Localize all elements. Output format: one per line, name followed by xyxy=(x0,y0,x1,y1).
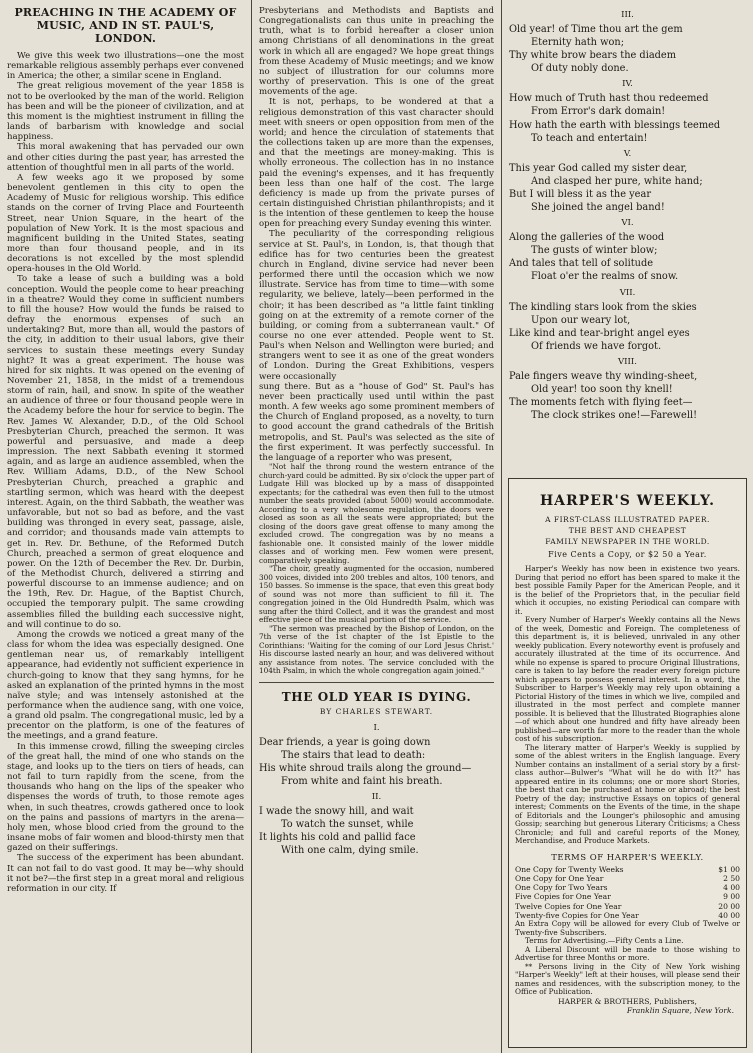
article-body-col2 xyxy=(259,6,494,676)
term-amount: 2 50 xyxy=(723,873,740,883)
stanza-number: V. xyxy=(623,148,632,159)
paragraph: To take a lease of such a building was a bold conception. Would the people come to hear preaching in a theatre? Would they come in sufficient numbers to fill the house? How would the funds be raised to defray the enormous expenses of such an undertaking? But, more than all, would the pastors of the city, in addition to their usual labors, give their services to sustain these meetings every Sunday night? It was a great experiment. The house was hired for six nights. It was opened on the evening of November 21, 1858, in the midst of a tremendous storm of rain, hail, and snow. In spite of the weather an audience of three or four thousand people were in the Academy before the hour for service to begin. The Rev. James W. Alexander, D.D., of the Old School Presbyterian Church, preached the sermon. It was powerful and persuasive, and made a deep impression. The next Sabbath evening it stormed again, and as large an audience assembled, when the Rev. William Adams, D.D., of the New School Presbyterian Church, preached a graphic and startling sermon, which was heard with the deepest interest. Again, on the third Sabbath, the weather was unfavorable, but not so bad as before, and the vast building was thronged in every seat, passage, aisle, and corridor; and thousands made vain attempts to get in. Rev. Dr. Bethune, of the Reformed Dutch Church, preached a sermon of great eloquence and power. On the 12th of December the Rev. Dr. Durbin, of the Methodist Church, delivered a stirring and powerful discourse to an immense audience; and on the 19th, Rev. Dr. Hague, of the Baptist Church, occupied the temporary pulpit. The same crowding assemblies filled the building each successive night, and will continue to do so. xyxy=(7,274,244,630)
poem-byline: BY CHARLES STEWART. xyxy=(319,706,434,716)
poem-line: Eternity hath won; xyxy=(531,37,625,49)
stanza-number: II. xyxy=(371,791,382,802)
advert-note: Terms for Advertising.—Fifty Cents a Line. xyxy=(525,936,684,946)
price-line: Five Cents a Copy, or $2 50 a Year. xyxy=(548,550,707,559)
stanza-number: I. xyxy=(373,722,380,733)
poem-line: Dear friends, a year is going down xyxy=(259,736,431,748)
poem-line: I wade the snowy hill, and wait xyxy=(259,805,414,817)
publisher-name: HARPER & BROTHERS, Publishers, xyxy=(558,996,697,1006)
paragraph: The great religious movement of the year 1858 is not to be overlooked by the man of the world. Religion has been and will be the pioneer of civilization, and at this moment is the mightiest instrument in filling the lands of barbarism with knowledge and social happiness. xyxy=(7,81,244,143)
term-amount: 40 00 xyxy=(718,910,740,920)
advert-note: An Extra Copy will be allowed for every Club of Twelve or Twenty-five Subscribers. xyxy=(515,919,740,937)
paragraph: The success of the experiment has been abundant. It can not fail to do vast good. It may be—why should it not be?—the first step in a great moral and religious reformation in our city. If xyxy=(7,853,244,894)
poem-line: Float o'er the realms of snow. xyxy=(531,271,679,283)
term-label: Twenty-five Copies for One Year xyxy=(515,910,639,920)
paragraph: The peculiarity of the corresponding religious service at St. Paul's, in London, is, that though that edifice has for two centuries been the greatest church in England, divine service had never been performed there until the occasion which we now illustrate. Service has from time to time—with some regularity, we believe, lately—been performed in the choir; it has been described as "a little faint tinkling going on at the extremity of a remote corner of the building, or coming from a subterranean vault." Of course no one ever attended. People went to St. Paul's when Nelson and Wellington were buried; and strangers went to see it as one of the great wonders of London. During the Great Exhibitions, vespers were occasionally xyxy=(259,229,494,382)
paragraph: This moral awakening that has pervaded our own and other cities during the past year, has arrested the attention of thoughtful men in all parts of the world. xyxy=(7,142,244,173)
paragraph: It is not, perhaps, to be wondered at that a religious demonstration of this vast character should meet with sneers or open opposition from men of the world; and hence the circulation of statements that the collections taken up are more than the expenses, and that the meetings are money-making. This is wholly erroneous. The collection has in no instance paid the evening's expenses, and it has frequently been less than one half of the cost. The large deficiency is made up from the private purses of certain distinguished Christian philanthropists; and it is the intention of these gentlemen to keep the house open for preaching every Sunday evening this winter. xyxy=(259,97,494,230)
divider xyxy=(259,682,494,683)
poem-line: Old year! too soon thy knell! xyxy=(531,383,673,395)
terms-table xyxy=(515,865,740,921)
poem-line: And tales that tell of solitude xyxy=(509,258,654,270)
poem xyxy=(259,690,494,858)
table-row xyxy=(515,883,740,892)
poem-line: The stairs that lead to death: xyxy=(281,749,426,761)
harpers-weekly-advertisement xyxy=(508,478,747,1048)
poem-stanza xyxy=(509,10,746,75)
paragraph: Presbyterians and Methodists and Baptists and Congregationalists can thus unite in preaching the truth, what is to forbid hereafter a closer union among Christians of all denominations in the great work in which all are engaged? We hope great things from these Academy of Music meetings; and we know no subject of illustration for our columns more worthy of preservation. This is one of the great movements of the age. xyxy=(259,6,494,98)
poem-stanza xyxy=(259,723,494,788)
tagline: A FIRST-CLASS ILLUSTRATED PAPER. xyxy=(545,515,710,524)
quote-paragraph: "The sermon was preached by the Bishop of London, on the 7th verse of the 1st chapter of the 1st Epistle to the Corinthians: 'Waiting for the coming of our Lord Jesus Christ.' His discourse lasted nearly an hour, and was delivered without any assistance from notes. The service concluded with the 104th Psalm, in which the whole congregation again joined." xyxy=(259,623,494,676)
table-row xyxy=(515,902,740,911)
article-body-col1 xyxy=(7,51,244,894)
term-amount: 4 00 xyxy=(723,883,740,893)
poem-line: How hath the earth with blessings teemed xyxy=(509,119,721,131)
poem-line: And clasped her pure, white hand; xyxy=(531,175,703,187)
poem-line: She joined the angel band! xyxy=(531,202,665,214)
quote-paragraph: "Not half the throng round the western entrance of the church-yard could be admitted. By six o'clock the upper part of Ludgate Hill was blocked up by a mass of disappointed expectants; for the cathedral was even then full to the utmost number the seats provided (about 5000) would accommodate. According to a very wholesome regulation, the doors were closed as soon as all the seats were appropriated; but the closing of the doors gave great offense to many among the excluded crowd. The congregation was by no means a fashionable one. It consisted mainly of the lower middle classes and of working men. Few women were present, comparatively speaking. xyxy=(259,462,494,565)
term-label: One Copy for Two Years xyxy=(515,883,608,893)
advert-note: ** Persons living in the City of New York wishing "Harper's Weekly" left at their houses, will please send their names and residences, with the subscription money, to the Office of Publication. xyxy=(515,961,740,997)
poem-line: Along the galleries of the wood xyxy=(509,232,665,244)
table-row xyxy=(515,892,740,901)
poem-line: To teach and entertain! xyxy=(531,132,648,144)
column-left xyxy=(0,0,252,1053)
poem-line: How much of Truth hast thou redeemed xyxy=(509,93,709,105)
tagline: THE BEST AND CHEAPEST xyxy=(568,526,687,535)
poem-line: The kindling stars look from the skies xyxy=(509,301,697,313)
poem-line: To watch the sunset, while xyxy=(281,819,414,830)
poem-line: The clock strikes one!—Farewell! xyxy=(531,410,698,422)
stanza-number: VI. xyxy=(621,218,634,229)
stanza-number: VIII. xyxy=(618,356,637,367)
poem-line: With one calm, dying smile. xyxy=(281,845,419,857)
poem-line: Pale fingers weave thy winding-sheet, xyxy=(509,370,698,382)
term-label: One Copy for One Year xyxy=(515,873,604,883)
poem-line: Old year! of Time thou art the gem xyxy=(509,24,683,35)
stanza-number: VII. xyxy=(619,287,636,298)
poem-line: Upon our weary lot, xyxy=(531,314,631,326)
article-headline: PREACHING IN THE ACADEMY OF MUSIC, AND IN ST. PAUL'S, LONDON. xyxy=(14,6,237,45)
poem-line: Thy white brow bears the diadem xyxy=(509,50,677,62)
poem-stanza xyxy=(509,288,746,353)
poem-stanza xyxy=(509,357,746,422)
paragraph: sung there. But as a "house of God" St. Paul's has never been practically used until within the past month. A few weeks ago some prominent members of the Church of England proposed, as a novelty, to turn to good account the grand cathedrals of the British metropolis, and St. Paul's was selected as the site of the first experiment. It was perfectly successful. In the language of a reporter who was present, xyxy=(259,381,494,463)
term-label: Twelve Copies for One Year xyxy=(515,901,622,911)
poem-line: Of friends we have forgot. xyxy=(531,340,662,352)
table-row xyxy=(515,865,740,874)
poem-line: Like kind and tear-bright angel eyes xyxy=(509,327,690,339)
advert-note: A Liberal Discount will be made to those wishing to Advertise for three Months or more. xyxy=(515,944,740,963)
quote-paragraph: "The choir, greatly augmented for the occasion, numbered 300 voices, divided into 200 trebles and altos, 100 tenors, and 150 basses. So immense is the space, that even this great body of sound was not more than sufficient to fill it. The congregation joined in the Old Hundredth Psalm, which was sung after the third Collect, and it was the grandest and most effective piece of the musical portion of the service. xyxy=(259,564,494,625)
table-row xyxy=(515,874,740,883)
poem-continued xyxy=(509,10,746,422)
paragraph: Among the crowds we noticed a great many of the class for whom the idea was especially designed. One gentleman near us, of remarkably intelligent appearance, had evidently not sufficient experience in church-going to know that they sang hymns, for he asked an explanation of the printed hymns in the most naïve style; and was intensely astonished at the performance when the audience sang, with one voice, a grand old psalm. The congregational music, led by a precentor on the platform, is one of the features of the meetings, and a grand feature. xyxy=(7,629,244,742)
paragraph: In this immense crowd, filling the sweeping circles of the great hall, the mind of one who stands on the stage, and looks up to the tiers on tiers of heads, can not fail to turn rapidly from the scene, from the thousands who hang on the lips of the speaker who dispenses the words of truth, to those remote ages when, in such theatres, crowds gathered once to look on the pains and passions of martyrs in the arena—holy men, whose blood cried from the ground to the insane mobs of fair women and blood-thirsty men that gazed on their sufferings. xyxy=(7,741,244,854)
tagline: FAMILY NEWSPAPER IN THE WORLD. xyxy=(545,537,710,546)
terms-title: TERMS OF HARPER'S WEEKLY. xyxy=(551,852,704,863)
advert-paragraph: Harper's Weekly has now been in existence two years. During that period no effort has been spared to make it the best possible Family Paper for the American People, and it is the belief of the Proprietors that, in the peculiar field which it occupies, no existing Periodical can compare with it. xyxy=(515,564,740,616)
stanza-number: IV. xyxy=(622,79,633,90)
term-amount: $1 00 xyxy=(718,864,740,874)
poem-title: THE OLD YEAR IS DYING. xyxy=(281,689,472,704)
publisher-address: Franklin Square, New York. xyxy=(626,1006,734,1016)
poem-stanza xyxy=(259,792,494,857)
poem-line: This year God called my sister dear, xyxy=(509,162,688,174)
term-amount: 9 00 xyxy=(723,892,740,902)
poem-stanza xyxy=(509,79,746,144)
poem-line: The moments fetch with flying feet— xyxy=(509,397,693,409)
term-label: Five Copies for One Year xyxy=(515,892,611,902)
masthead: HARPER'S WEEKLY. xyxy=(539,493,716,509)
term-amount: 20 00 xyxy=(718,901,740,911)
stanza-number: III. xyxy=(621,10,634,20)
poem-line: Of duty nobly done. xyxy=(531,63,629,75)
poem-line: His white shroud trails along the ground— xyxy=(259,762,472,774)
poem-stanza xyxy=(509,218,746,283)
paragraph: A few weeks ago it we proposed by some benevolent gentlemen in this city to open the Academy of Music for religious worship. This edifice stands on the corner of Irving Place and Fourteenth Street, near Union Square, in the heart of the population of New York. It is the most spacious and magnificent building in the United States, seating more than four thousand people, and in its decorations is not excelled by the most splendid opera-houses in the Old World. xyxy=(7,172,244,275)
poem-line: But I will bless it as the year xyxy=(509,188,651,200)
poem-line: The gusts of winter blow; xyxy=(531,245,658,257)
advert-paragraph: The literary matter of Harper's Weekly is supplied by some of the ablest writers in the English language. Every Number contains an installment of a serial story by a first-class author—Bulwer's "What will he do with It?" has appeared entire in its columns; one or more short Stories, the best that can be purchased at home or abroad; the best Poetry of the day; instructive Essays on topics of general interest; Comments on the Events of the time, in the shape of Editorials and the Lounger's philosophic and amusing Gossip; searching but generous Literary Criticisms; a Chess Chronicle; and full and careful reports of the Money, Merchandise, and Produce Markets. xyxy=(515,742,740,845)
poem-line: From white and faint his breath. xyxy=(281,775,443,787)
poem-stanza xyxy=(509,149,746,214)
poem-line: From Error's dark domain! xyxy=(531,106,666,118)
poem-line: It lights his cold and pallid face xyxy=(259,832,416,844)
column-middle xyxy=(252,0,502,1053)
paragraph: We give this week two illustrations—one the most remarkable religious assembly perhaps ever convened in America; the other, a similar scene in England. xyxy=(7,51,244,82)
advert-paragraph: Every Number of Harper's Weekly contains all the News of the week, Domestic and Foreign. The completeness of this department is, it is believed, unrivaled in any other weekly publication. Every noteworthy event is profusely and accurately illustrated at the time of its occurrence. And while no expense is spared to procure Original Illustrations, care is taken to lay before the reader every foreign picture which appears to possess general interest. In a word, the Subscriber to Harper's Weekly may rely upon obtaining a Pictorial History of the times in which we live, compiled and illustrated in the most perfect and complete manner possible. It is believed that the Illustrated Biographies alone—of which about one hundred and fifty have already been published—are worth far more to the reader than the whole cost of his subscription. xyxy=(515,615,740,743)
term-label: One Copy for Twenty Weeks xyxy=(515,864,624,874)
